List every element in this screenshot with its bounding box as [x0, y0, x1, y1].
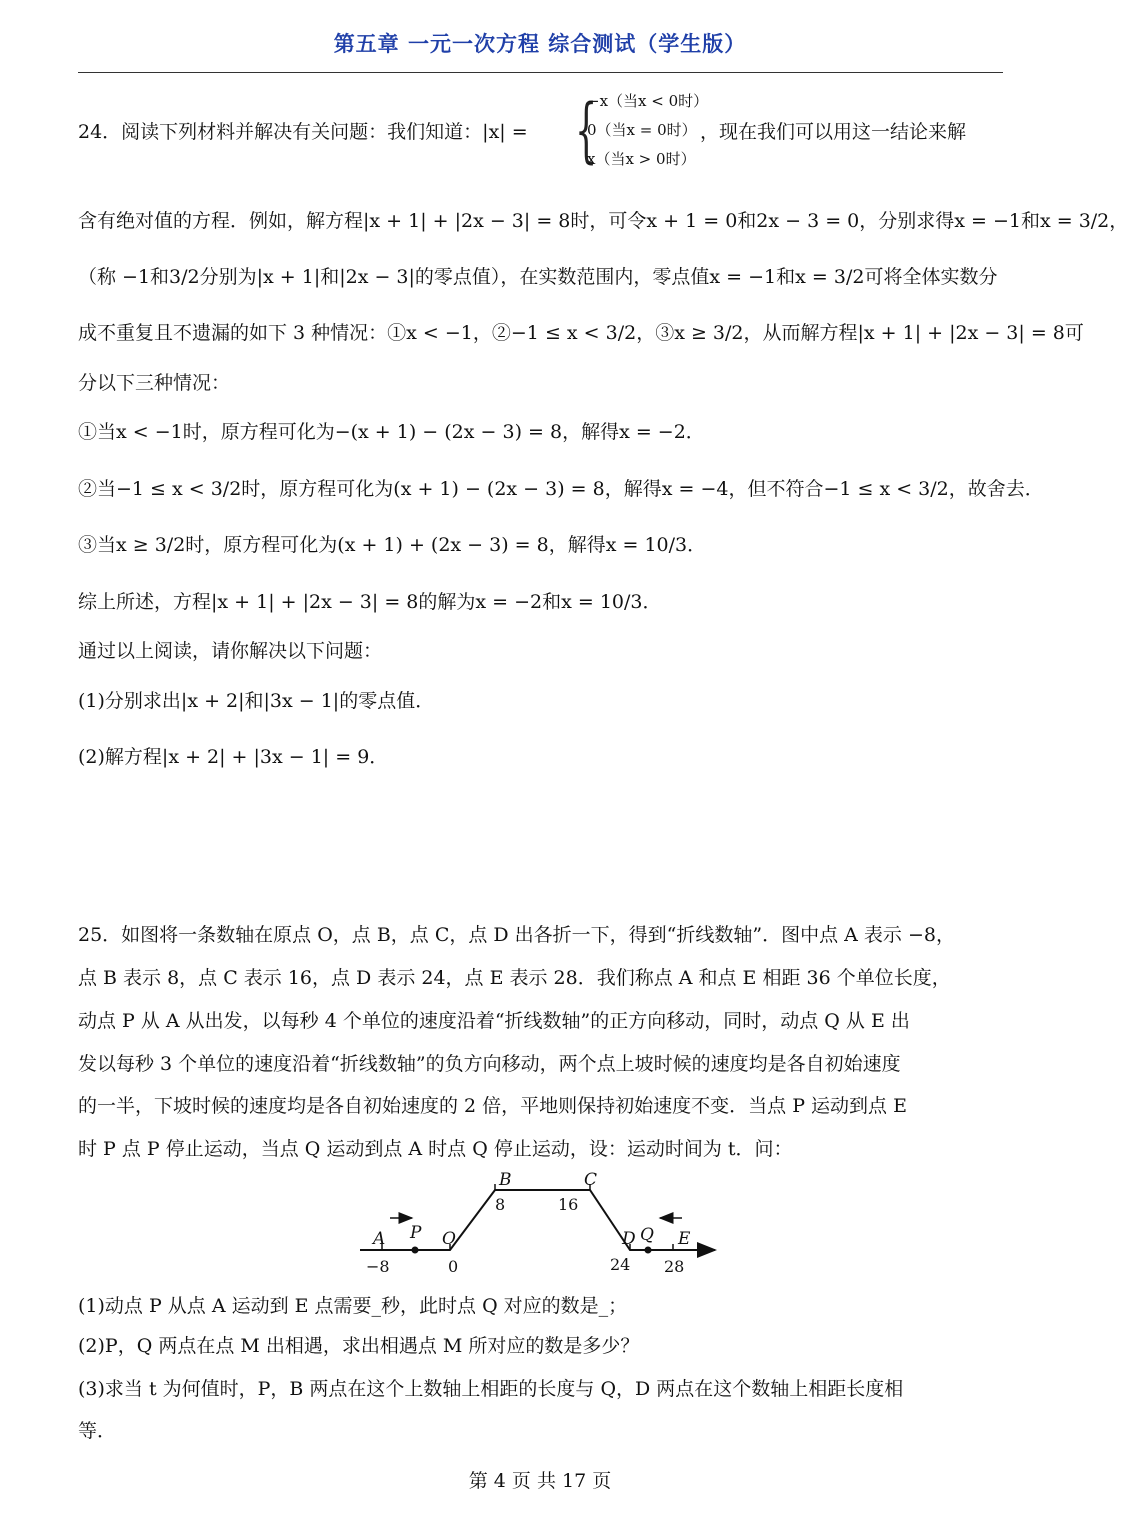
q24-line: （称 −1和3/2分别为|x + 1|和|2x − 3|的零点值），在实数范围内，零点值x = −1和x = 3/2可将全体实数分 — [78, 266, 998, 288]
number-e: 28 — [664, 1257, 685, 1276]
point-q-marker — [645, 1247, 652, 1254]
q25-line: 的一半，下坡时候的速度均是各自初始速度的 2 倍，平地则保持初始速度不变．当点 P 运动到点 E — [78, 1095, 907, 1117]
page-number: 第 4 页 共 17 页 — [468, 1470, 612, 1492]
number-b: 8 — [495, 1195, 506, 1214]
q24-conclusion: 综上所述，方程|x + 1| + |2x − 3| = 8的解为x = −2和x = 10/3． — [78, 591, 662, 613]
q24-line: 成不重复且不遗漏的如下 3 种情况：①x < −1，②−1 ≤ x < 3/2，③x ≥ 3/2，从而解方程|x + 1| + |2x − 3| = 8可 — [78, 322, 1084, 344]
number-a: −8 — [366, 1257, 390, 1276]
q25-line: 25．如图将一条数轴在原点 O，点 B，点 C，点 D 出各折一下，得到“折线数轴”．图中点 A 表示 −8， — [78, 924, 955, 946]
header-rule — [78, 72, 1003, 73]
q24-subquestion-2: (2)解方程|x + 2| + |3x − 1| = 9． — [78, 746, 389, 768]
q25-subquestion-2: (2)P，Q 两点在点 M 出相遇，求出相遇点 M 所对应的数是多少？ — [78, 1335, 640, 1357]
q24-line: 分以下三种情况： — [78, 372, 231, 394]
q25-line: 点 B 表示 8，点 C 表示 16，点 D 表示 24，点 E 表示 28．我们称点 A 和点 E 相距 36 个单位长度， — [78, 967, 951, 989]
label-q: Q — [640, 1225, 654, 1245]
piecewise-case-zero: 0（当x = 0时） — [587, 121, 697, 139]
label-d: D — [622, 1229, 636, 1249]
piecewise-definition — [575, 89, 709, 172]
q24-subquestion-1: (1)分别求出|x + 2|和|3x − 1|的零点值． — [78, 690, 435, 712]
point-p-marker — [412, 1247, 419, 1254]
q24-line: 含有绝对值的方程．例如，解方程|x + 1| + |2x − 3| = 8时，可令x + 1 = 0和2x − 3 = 0，分别求得x = −1和x = 3/2， — [78, 210, 1128, 232]
number-c: 16 — [558, 1195, 579, 1214]
brace-icon: { — [575, 89, 598, 171]
number-o: 0 — [448, 1257, 459, 1276]
q24-case-1: ①当x < −1时，原方程可化为−(x + 1) − (2x − 3) = 8，解得x = −2． — [78, 421, 705, 443]
q25-subquestion-1: (1)动点 P 从点 A 运动到 E 点需要_秒，此时点 Q 对应的数是_； — [78, 1295, 628, 1317]
piecewise-case-positive: x（当x > 0时） — [587, 150, 696, 168]
label-e: E — [678, 1229, 691, 1249]
label-b: B — [499, 1170, 512, 1190]
q25-subquestion-3: (3)求当 t 为何值时，P，B 两点在这个上数轴上相距的长度与 Q，D 两点在这个数轴上相距长度相 — [78, 1378, 904, 1400]
page-title: 第五章 一元一次方程 综合测试（学生版） — [333, 32, 747, 56]
q25-line: 动点 P 从 A 从出发，以每秒 4 个单位的速度沿着“折线数轴”的正方向移动，同时，动点 Q 从 E 出 — [78, 1010, 910, 1032]
label-p: P — [410, 1223, 422, 1243]
q25-subquestion-3-cont: 等． — [78, 1420, 117, 1442]
q25-line: 发以每秒 3 个单位的速度沿着“折线数轴”的负方向移动，两个点上坡时候的速度均是各自初始速度 — [78, 1053, 901, 1075]
label-c: C — [584, 1170, 598, 1190]
q25-line: 时 P 点 P 停止运动，当点 Q 运动到点 A 时点 Q 停止运动，设：运动时间为 t．问： — [78, 1138, 793, 1160]
piecewise-case-negative: −x（当x < 0时） — [587, 92, 709, 110]
number-d: 24 — [610, 1255, 631, 1274]
q24-case-2: ②当−1 ≤ x < 3/2时，原方程可化为(x + 1) − (2x − 3) = 8，解得x = −4，但不符合−1 ≤ x < 3/2，故舍去． — [78, 478, 1044, 500]
q24-instruction: 通过以上阅读，请你解决以下问题： — [78, 640, 383, 662]
folded-number-line-diagram — [360, 1168, 730, 1278]
q24-case-3: ③当x ≥ 3/2时，原方程可化为(x + 1) + (2x − 3) = 8，解得x = 10/3． — [78, 534, 707, 556]
q24-intro: 24．阅读下列材料并解决有关问题：我们知道：|x| = — [78, 121, 528, 143]
label-o: O — [442, 1229, 456, 1249]
label-a: A — [373, 1229, 386, 1249]
q24-intro-tail: ，现在我们可以用这一结论来解 — [700, 121, 967, 143]
